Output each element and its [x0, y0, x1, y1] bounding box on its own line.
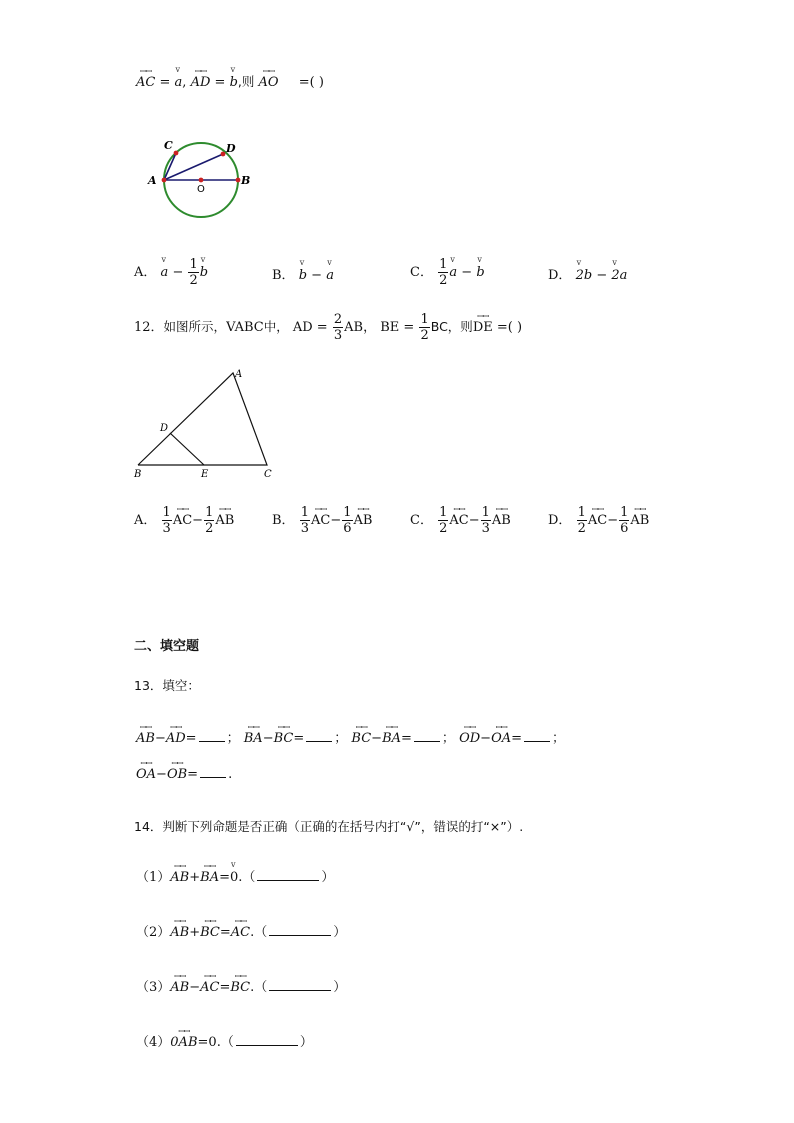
point-c — [174, 151, 179, 156]
math-text: ） — [333, 980, 347, 995]
math-text: （4） — [136, 1035, 171, 1050]
q14-stem: 14．判断下列命题是否正确（正确的在括号内打“√”，错误的打“×”）. — [134, 819, 524, 834]
math-text: A． — [134, 513, 157, 528]
math-text: ） — [321, 870, 335, 885]
math-text: 6 — [343, 521, 352, 536]
math-text: ꟷꟷ OD — [459, 731, 480, 746]
math-text: 中， — [263, 319, 289, 334]
label-c: C — [164, 139, 173, 152]
math-text: 1 — [620, 505, 629, 520]
label-e: E — [201, 469, 209, 480]
math-text: 12． — [134, 320, 164, 335]
math-text: .（ — [250, 980, 268, 995]
math-text: v a — [326, 268, 334, 283]
answer-blank[interactable] — [257, 870, 319, 881]
math-text: − — [371, 731, 383, 746]
math-text: ꟷꟷ 0AB — [170, 1035, 197, 1050]
math-text: ； — [226, 731, 240, 746]
math-text: A． — [134, 265, 157, 280]
math-text: 1 — [343, 505, 352, 520]
q13-stem: 13．填空： — [134, 678, 200, 693]
math-text: , — [182, 75, 187, 90]
math-text: − — [192, 513, 204, 528]
math-text: 2 — [333, 312, 343, 327]
math-text: 1 — [577, 505, 586, 520]
math-text: C． — [410, 513, 433, 528]
math-text: ꟷꟷ AB — [354, 513, 373, 528]
math-text: ꟷꟷ AB — [215, 513, 234, 528]
math-text: − — [461, 265, 473, 280]
math-text: （2） — [136, 925, 171, 940]
math-text: ꟷꟷ OB — [167, 767, 187, 782]
point-d — [221, 152, 226, 157]
math-text: VABC — [226, 320, 264, 335]
math-text: v 2b — [576, 268, 593, 283]
triangle-diagram — [130, 365, 280, 485]
math-text: v 2a — [611, 268, 627, 283]
math-text: ꟷꟷ AC — [311, 513, 330, 528]
q14-item-2 — [136, 921, 346, 940]
math-text: = — [214, 75, 226, 90]
math-text: 2 — [420, 328, 429, 343]
math-text: 2 — [189, 273, 198, 288]
math-text: ꟷꟷ AC — [588, 513, 607, 528]
math-text: ꟷꟷ AD — [191, 75, 211, 90]
math-text: ,则 — [237, 74, 255, 89]
math-text: v b — [230, 75, 238, 90]
math-text: ꟷꟷ AC — [173, 513, 192, 528]
q12-option-b[interactable] — [272, 506, 372, 535]
label-a: A — [235, 369, 243, 380]
math-text: 1 — [162, 505, 171, 520]
math-text: ） — [299, 1035, 313, 1050]
answer-blank[interactable] — [269, 925, 331, 936]
math-text: ꟷꟷ BC — [230, 980, 250, 995]
math-text: 1 — [481, 505, 490, 520]
q14-item-3 — [136, 976, 346, 995]
segment-de — [170, 433, 204, 465]
math-text: v a — [449, 265, 457, 280]
math-text: （1） — [136, 870, 171, 885]
math-text: .（ — [250, 925, 268, 940]
math-text: − — [330, 513, 342, 528]
math-text: = — [219, 980, 231, 995]
math-text: = — [511, 731, 523, 746]
math-text: = — [159, 75, 171, 90]
math-text: − — [596, 268, 608, 283]
math-text: ꟷꟷ BA — [244, 731, 263, 746]
point-o — [199, 178, 204, 183]
math-text: =( ) — [298, 75, 324, 90]
point-a — [162, 178, 167, 183]
math-text: AB， — [344, 320, 377, 335]
math-text: 1 — [205, 505, 214, 520]
math-text: .（ — [238, 870, 256, 885]
answer-blank[interactable] — [524, 731, 550, 742]
q13-line1 — [136, 727, 565, 746]
circle-diagram — [140, 136, 260, 226]
math-text: BC，则 — [430, 319, 473, 334]
q11-option-b[interactable] — [272, 264, 334, 283]
q14-item-4 — [136, 1031, 313, 1050]
math-text: ꟷꟷ AC — [231, 925, 250, 940]
math-text: D． — [548, 513, 572, 528]
math-text: v b — [476, 265, 484, 280]
math-text: v b — [299, 268, 307, 283]
math-text: − — [607, 513, 619, 528]
math-text: （3） — [136, 980, 171, 995]
q12-option-a[interactable] — [134, 506, 234, 535]
math-text: ꟷꟷ OA — [491, 731, 511, 746]
math-text: − — [311, 268, 323, 283]
label-b: B — [134, 469, 142, 480]
math-text: 0 — [208, 1035, 217, 1050]
math-text: = — [185, 731, 197, 746]
q12-stem — [134, 313, 522, 342]
math-text: − — [189, 980, 201, 995]
math-text: + — [189, 925, 201, 940]
math-text: B． — [272, 268, 295, 283]
math-text: 3 — [300, 521, 309, 536]
math-text: − — [154, 731, 166, 746]
math-text: − — [172, 265, 184, 280]
answer-blank[interactable] — [199, 731, 225, 742]
math-text: 如图所示， — [163, 319, 227, 334]
math-text: ꟷꟷ AB — [630, 513, 649, 528]
math-text: − — [480, 731, 492, 746]
math-text: 1 — [439, 505, 448, 520]
math-text: =( ) — [496, 320, 523, 335]
math-text: ꟷꟷ AB — [136, 731, 155, 746]
math-text: v b — [200, 265, 208, 280]
math-text: ꟷꟷ BC — [274, 731, 294, 746]
math-text: 2 — [439, 273, 448, 288]
q11-option-c[interactable] — [410, 258, 485, 287]
label-b: B — [241, 174, 251, 187]
q11-option-a[interactable] — [134, 258, 208, 287]
math-text: BE = — [380, 320, 415, 335]
math-text: 1 — [439, 257, 448, 272]
math-text: ꟷꟷ DE — [473, 320, 493, 335]
math-text: ꟷꟷ AB — [492, 513, 511, 528]
math-text: ꟷꟷ BC — [200, 925, 220, 940]
math-text: 1 — [420, 312, 429, 327]
segment-ad — [164, 154, 223, 180]
section-heading: 二、填空题 — [134, 639, 200, 654]
math-text: v 0 — [230, 870, 238, 885]
math-text: ꟷꟷ BC — [351, 731, 371, 746]
math-text: C． — [410, 265, 433, 280]
math-text: ꟷꟷ AD — [166, 731, 186, 746]
label-o: O — [197, 184, 205, 195]
math-text: ꟷꟷ BA — [200, 870, 219, 885]
math-text: B． — [272, 513, 295, 528]
answer-blank[interactable] — [269, 980, 331, 991]
label-a: A — [148, 174, 157, 187]
math-text: − — [262, 731, 274, 746]
answer-blank[interactable] — [200, 767, 226, 778]
math-text: 1 — [300, 505, 309, 520]
label-d: D — [160, 423, 169, 434]
q12-option-c[interactable] — [410, 506, 511, 535]
math-text: 3 — [162, 521, 171, 536]
math-text: ； — [334, 731, 348, 746]
math-text: 2 — [205, 521, 214, 536]
math-text: ꟷꟷ AB — [170, 980, 189, 995]
math-text: = — [197, 1035, 209, 1050]
math-text: ꟷꟷ AO — [259, 75, 279, 90]
math-text: = — [293, 731, 305, 746]
math-text: ； — [552, 731, 566, 746]
math-text: ꟷꟷ BA — [382, 731, 401, 746]
math-text: D． — [548, 268, 572, 283]
answer-blank[interactable] — [306, 731, 332, 742]
math-text: ꟷꟷ AB — [170, 925, 189, 940]
q11-option-d[interactable] — [548, 264, 627, 283]
math-text: − — [156, 767, 167, 782]
math-text: ꟷꟷ AB — [170, 870, 189, 885]
math-text: = — [219, 870, 230, 885]
math-text: − — [468, 513, 480, 528]
math-text: = — [219, 925, 231, 940]
q13-line2 — [136, 767, 232, 782]
math-text: v a — [175, 75, 183, 90]
math-text: ꟷꟷ AC — [136, 75, 155, 90]
math-text: 3 — [481, 521, 490, 536]
q11-stem — [136, 72, 324, 90]
math-text: + — [189, 870, 201, 885]
q12-option-d[interactable] — [548, 506, 649, 535]
point-b — [236, 178, 241, 183]
answer-blank[interactable] — [414, 731, 440, 742]
math-text: ꟷꟷ AC — [449, 513, 468, 528]
math-text: . — [228, 767, 233, 782]
math-text: ） — [333, 925, 347, 940]
math-text: AD = — [292, 320, 328, 335]
label-d: D — [226, 142, 236, 155]
math-text: ꟷꟷ OA — [136, 767, 156, 782]
label-c: C — [264, 469, 272, 480]
math-text: 2 — [439, 521, 448, 536]
math-text: 3 — [333, 328, 343, 343]
q14-item-1 — [136, 866, 334, 885]
math-text: 2 — [577, 521, 586, 536]
math-text: ； — [441, 731, 455, 746]
math-text: .（ — [216, 1035, 234, 1050]
math-text: ꟷꟷ AC — [200, 980, 219, 995]
answer-blank[interactable] — [236, 1035, 298, 1046]
math-text: = — [401, 731, 412, 746]
math-text: v a — [161, 265, 169, 280]
math-text: 6 — [620, 521, 629, 536]
math-text: = — [187, 767, 199, 782]
math-text: 1 — [189, 257, 198, 272]
triangle — [138, 373, 267, 465]
